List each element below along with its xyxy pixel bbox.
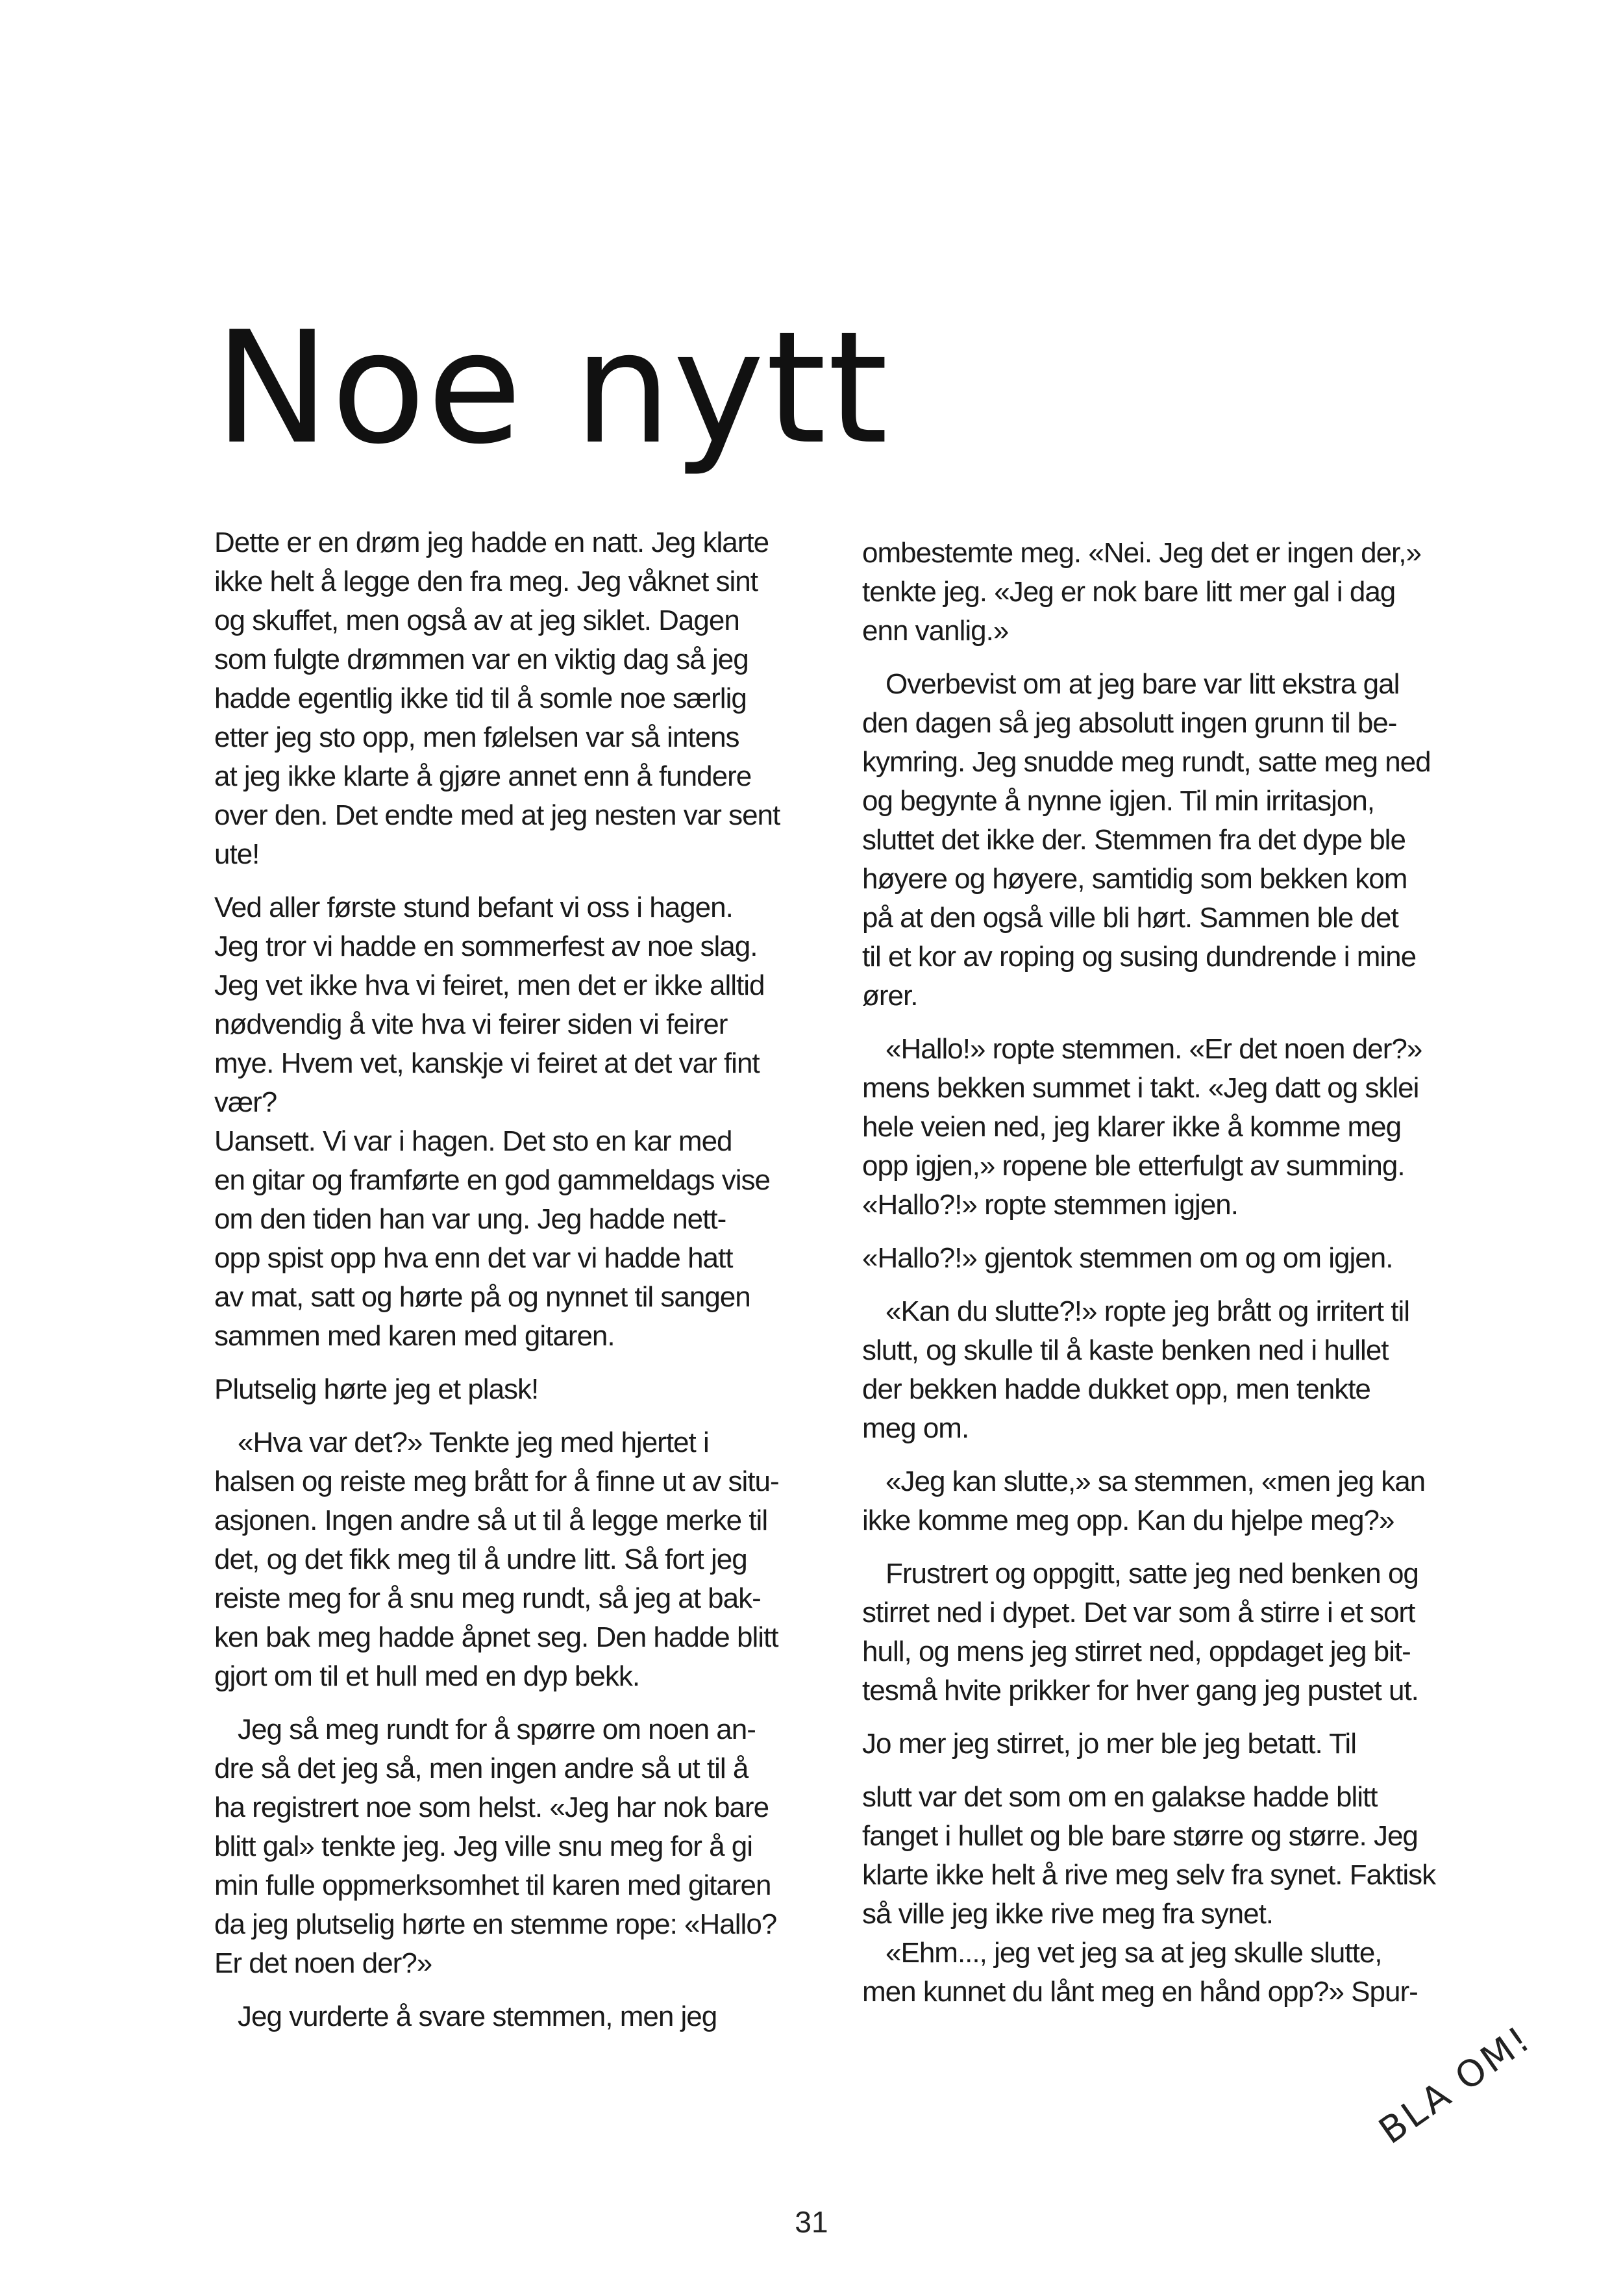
text-line: mye. Hvem vet, kanskje vi feiret at det var fint — [214, 1047, 760, 1079]
text-line: Plutselig hørte jeg et plask! — [214, 1373, 539, 1405]
text-line: «Jeg kan slutte,» sa stemmen, «men jeg kan — [886, 1466, 1426, 1497]
text-line: nødvendig å vite hva vi feirer siden vi feirer — [214, 1008, 728, 1040]
text-line: ører. — [862, 980, 918, 1012]
text-line: ha registrert noe som helst. «Jeg har nok bare — [214, 1791, 769, 1823]
text-line: da jeg plutselig hørte en stemme rope: «Hallo? — [214, 1908, 777, 1940]
text-line: på at den også ville bli hørt. Sammen ble det — [862, 902, 1398, 934]
text-line: en gitar og framførte en god gammeldags vise — [214, 1164, 771, 1196]
text-line: min fulle oppmerksomhet til karen med gitaren — [214, 1869, 771, 1901]
text-line: Frustrert og oppgitt, satte jeg ned benken og — [886, 1558, 1419, 1590]
paragraph — [862, 1030, 1472, 1225]
text-line: Jeg tror vi hadde en sommerfest av noe slag. — [214, 930, 758, 962]
text-line: slutt var det som om en galakse hadde blitt — [862, 1781, 1378, 1813]
text-line: Jeg så meg rundt for å spørre om noen an- — [238, 1714, 756, 1745]
paragraph — [214, 1997, 824, 2036]
text-line: tesmå hvite prikker for hver gang jeg pustet ut. — [862, 1675, 1419, 1706]
text-line: dre så det jeg så, men ingen andre så ut til å — [214, 1753, 749, 1784]
text-line: «Hallo!» ropte stemmen. «Er det noen der?» — [886, 1033, 1422, 1065]
text-line: der bekken hadde dukket opp, men tenkte — [862, 1373, 1370, 1405]
text-line: blitt gal» tenkte jeg. Jeg ville snu meg for å gi — [214, 1830, 753, 1862]
paragraph — [214, 1423, 824, 1696]
text-line: enn vanlig.» — [862, 615, 1009, 647]
text-line: Uansett. Vi var i hagen. Det sto en kar med — [214, 1125, 732, 1157]
text-line: sluttet det ikke der. Stemmen fra det dype ble — [862, 824, 1406, 856]
text-line: ken bak meg hadde åpnet seg. Den hadde blitt — [214, 1621, 778, 1653]
paragraph — [214, 1710, 824, 1983]
text-line: over den. Det endte med at jeg nesten var sent — [214, 799, 780, 831]
text-line: om den tiden han var ung. Jeg hadde nett- — [214, 1203, 726, 1235]
text-line: reiste meg for å snu meg rundt, så jeg at bak- — [214, 1582, 761, 1614]
paragraph — [862, 1554, 1472, 1710]
turn-page-note: BLA OM! — [1371, 2017, 1540, 2152]
text-line: «Hva var det?» Tenkte jeg med hjertet i — [238, 1427, 709, 1458]
text-line: sammen med karen med gitaren. — [214, 1320, 615, 1352]
paragraph — [214, 523, 824, 874]
text-line: gjort om til et hull med en dyp bekk. — [214, 1660, 640, 1692]
text-line: tenkte jeg. «Jeg er nok bare litt mer gal i dag — [862, 576, 1396, 608]
text-line: halsen og reiste meg brått for å finne ut av situ- — [214, 1466, 779, 1497]
text-line: meg om. — [862, 1412, 969, 1444]
text-line: den dagen så jeg absolutt ingen grunn til be- — [862, 707, 1397, 739]
text-line: høyere og høyere, samtidig som bekken kom — [862, 863, 1407, 895]
text-line: klarte ikke helt å rive meg selv fra synet. Faktisk — [862, 1859, 1436, 1891]
text-line: og skuffet, men også av at jeg siklet. Dagen — [214, 605, 739, 636]
paragraph — [862, 1778, 1472, 2012]
text-line: «Kan du slutte?!» ropte jeg brått og irritert til — [886, 1295, 1410, 1327]
text-line: ikke helt å legge den fra meg. Jeg våknet sint — [214, 566, 758, 597]
text-line: hull, og mens jeg stirret ned, oppdaget jeg bit- — [862, 1636, 1411, 1667]
paragraph — [862, 534, 1472, 651]
text-line: ikke komme meg opp. Kan du hjelpe meg?» — [862, 1504, 1394, 1536]
paragraph — [862, 665, 1472, 1016]
text-line: det, og det fikk meg til å undre litt. Så fort jeg — [214, 1543, 747, 1575]
page-number: 31 — [795, 2205, 828, 2239]
text-line: «Hallo?!» ropte stemmen igjen. — [862, 1189, 1238, 1221]
text-line: ombestemte meg. «Nei. Jeg det er ingen der,» — [862, 537, 1421, 569]
paragraph — [862, 1725, 1472, 1764]
text-line: ute! — [214, 838, 260, 870]
text-line: asjonen. Ingen andre så ut til å legge merke til — [214, 1504, 768, 1536]
text-line: Ved aller første stund befant vi oss i hagen. — [214, 892, 733, 923]
text-line: Jeg vurderte å svare stemmen, men jeg — [238, 2001, 717, 2032]
text-line: hele veien ned, jeg klarer ikke å komme meg — [862, 1111, 1402, 1143]
text-line: Dette er en drøm jeg hadde en natt. Jeg klarte — [214, 527, 769, 558]
text-line: så ville jeg ikke rive meg fra synet. — [862, 1898, 1274, 1930]
text-line: «Hallo?!» gjentok stemmen om og om igjen. — [862, 1242, 1393, 1274]
text-line: hadde egentlig ikke tid til å somle noe særlig — [214, 682, 747, 714]
text-line: Jeg vet ikke hva vi feiret, men det er ikke alltid — [214, 969, 765, 1001]
text-line: men kunnet du lånt meg en hånd opp?» Spur- — [862, 1976, 1418, 2008]
text-line: vær? — [214, 1086, 277, 1118]
text-line: av mat, satt og hørte på og nynnet til sangen — [214, 1281, 750, 1313]
paragraph — [862, 1462, 1472, 1540]
text-line: at jeg ikke klarte å gjøre annet enn å fundere — [214, 760, 752, 792]
text-line: fanget i hullet og ble bare større og større. Jeg — [862, 1820, 1418, 1852]
right-column — [862, 534, 1472, 2026]
text-line: Overbevist om at jeg bare var litt ekstra gal — [886, 668, 1400, 700]
text-line: slutt, og skulle til å kaste benken ned i hullet — [862, 1334, 1389, 1366]
text-line: som fulgte drømmen var en viktig dag så jeg — [214, 643, 749, 675]
text-line: «Ehm..., jeg vet jeg sa at jeg skulle slutte, — [886, 1937, 1382, 1969]
paragraph — [862, 1292, 1472, 1448]
text-line: Jo mer jeg stirret, jo mer ble jeg betatt. Til — [862, 1728, 1356, 1760]
text-line: opp spist opp hva enn det var vi hadde hatt — [214, 1242, 733, 1274]
text-line: etter jeg sto opp, men følelsen var så intens — [214, 721, 739, 753]
left-column — [214, 523, 824, 2051]
text-line: til et kor av roping og susing dundrende i mine — [862, 941, 1417, 973]
paragraph — [214, 1370, 824, 1409]
text-line: stirret ned i dypet. Det var som å stirre i et sort — [862, 1597, 1415, 1628]
paragraph — [214, 888, 824, 1356]
text-line: mens bekken summet i takt. «Jeg datt og sklei — [862, 1072, 1419, 1104]
text-line: Er det noen der?» — [214, 1947, 432, 1979]
text-line: og begynte å nynne igjen. Til min irritasjon, — [862, 785, 1375, 817]
paragraph — [862, 1239, 1472, 1278]
text-line: kymring. Jeg snudde meg rundt, satte meg ned — [862, 746, 1431, 778]
page-title: Noe nytt — [214, 299, 890, 479]
text-line: opp igjen,» ropene ble etterfulgt av summing. — [862, 1150, 1405, 1182]
